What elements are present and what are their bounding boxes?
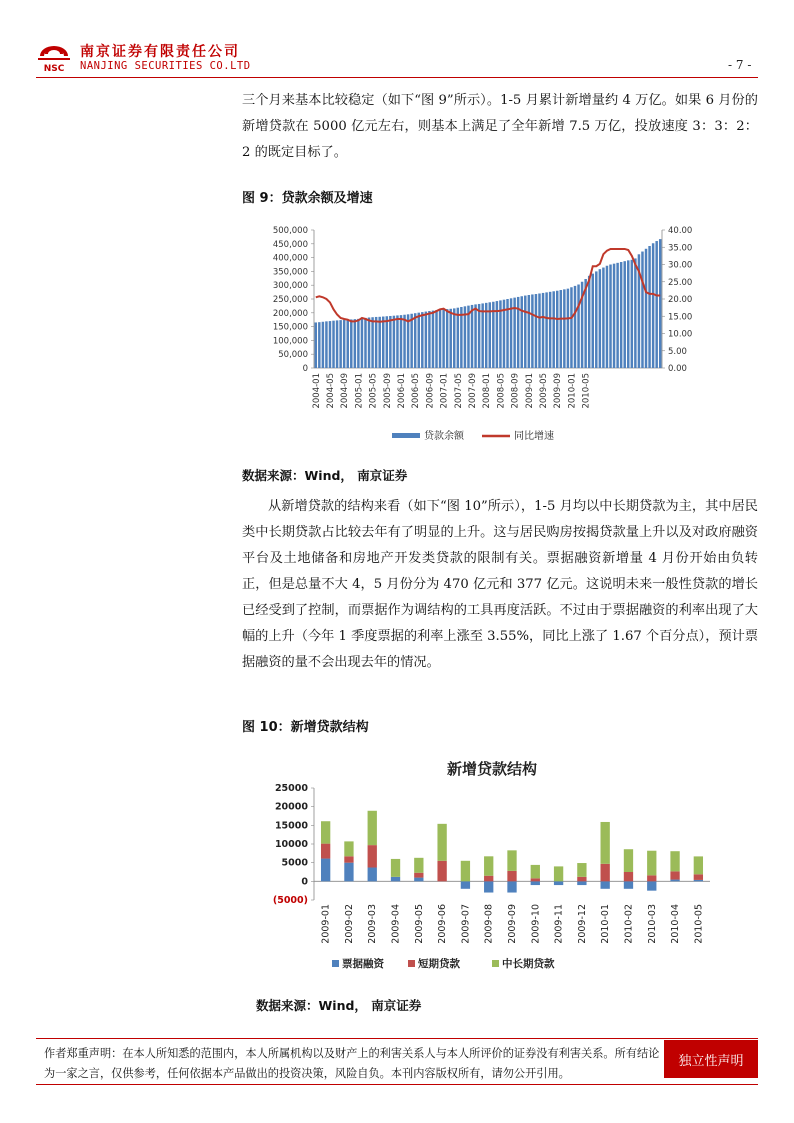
loan-balance-bar <box>623 261 625 368</box>
loan-balance-bar <box>545 292 547 368</box>
loan-balance-bar <box>393 316 395 368</box>
x-tick-label: 2008-05 <box>496 373 507 409</box>
loan-balance-bar <box>542 293 544 368</box>
loan-balance-bar <box>631 260 633 368</box>
y-tick-label: (5000) <box>272 895 308 906</box>
legend-label: 票据融资 <box>342 958 384 970</box>
x-tick-label: 2007-01 <box>439 373 450 409</box>
header-divider <box>36 77 758 78</box>
stacked-bar-segment <box>461 861 470 882</box>
y-left-tick-label: 100,000 <box>272 336 308 347</box>
stacked-bar-segment <box>670 871 679 879</box>
loan-balance-bar <box>354 319 356 368</box>
page-number: - 7 - <box>728 58 752 72</box>
y-left-tick-label: 300,000 <box>272 281 308 292</box>
loan-balance-chart <box>242 220 694 452</box>
legend-label-balance: 贷款余额 <box>424 431 464 442</box>
loan-balance-bar <box>563 289 565 368</box>
y-left-tick-label: 450,000 <box>272 239 308 250</box>
loan-balance-bar <box>322 322 324 368</box>
x-tick-label: 2010-05 <box>693 904 705 944</box>
x-tick-label: 2009-05 <box>539 373 550 409</box>
stacked-bar-segment <box>507 871 516 881</box>
company-name-en: NANJING SECURITIES CO.LTD <box>80 60 251 72</box>
x-tick-label: 2010-01 <box>567 373 578 409</box>
y-left-tick-label: 400,000 <box>272 253 308 264</box>
company-logo <box>36 38 72 74</box>
x-tick-label: 2009-09 <box>553 373 564 409</box>
stacked-bar-segment <box>577 877 586 881</box>
loan-balance-bar <box>592 274 594 368</box>
y-left-tick-label: 350,000 <box>272 267 308 278</box>
stacked-bar-segment <box>694 880 703 881</box>
paragraph-2: 从新增贷款的结构来看（如下“图 10”所示），1-5 月均以中长期贷款为主，其中居民类中长期贷款占比较去年有了明显的上升。这与居民购房按揭贷款量上升以及对政府融资平台及土地储备和房地产开发类贷款的限制有关。票据融资新增量 4 月份开始由负转正，但是总量不大 4，5 月份分为 470 亿元和 377 亿元。这说明未来一般性贷款的增长已经受到了控制，而票据作为调结构的工具再度活跃。不过由于票据融资的利率出现了大幅的上升（今年 1 季度票据的利率上涨至 3.55%，同比上涨了 1.67 个百分点），预计票据融资的量不会出现去年的情况。 <box>242 499 759 670</box>
logo-mark <box>38 46 70 60</box>
y-right-tick-label: 25.00 <box>668 277 693 288</box>
y-tick-label: 0 <box>301 876 308 888</box>
legend-label-growth: 同比增速 <box>514 431 554 442</box>
y-right-tick-label: 35.00 <box>668 243 693 254</box>
loan-balance-bar <box>329 321 331 368</box>
loan-balance-bar <box>357 319 359 368</box>
legend-label: 中长期贷款 <box>502 958 555 970</box>
y-right-tick-label: 20.00 <box>668 295 693 305</box>
loan-balance-bar <box>520 296 522 368</box>
loan-balance-bar <box>346 320 348 368</box>
company-name-cn: 南京证券有限责任公司 <box>80 44 240 60</box>
y-left-tick-label: 200,000 <box>272 308 308 319</box>
loan-balance-bar <box>403 315 405 368</box>
x-tick-label: 2009-04 <box>390 904 402 944</box>
x-tick-label: 2009-03 <box>367 904 379 944</box>
x-tick-label: 2004-09 <box>340 373 351 409</box>
loan-balance-bar <box>418 313 420 368</box>
legend-swatch <box>492 960 499 967</box>
loan-balance-bar <box>425 312 427 368</box>
y-left-tick-label: 150,000 <box>272 322 308 333</box>
logo-text: NSC <box>43 64 65 74</box>
x-tick-label: 2005-01 <box>354 373 365 409</box>
x-tick-label: 2009-08 <box>483 904 495 944</box>
legend-swatch <box>408 960 415 967</box>
stacked-bar-segment <box>554 881 563 885</box>
y-left-tick-label: 50,000 <box>278 350 308 361</box>
loan-balance-bar <box>648 246 650 368</box>
legend-swatch <box>332 960 339 967</box>
loan-balance-bar <box>396 315 398 368</box>
loan-balance-bar <box>446 309 448 368</box>
loan-balance-bar <box>474 304 476 368</box>
stacked-bar-segment <box>368 845 377 867</box>
x-tick-label: 2009-10 <box>530 904 542 944</box>
stacked-bar-segment <box>670 880 679 882</box>
loan-balance-bar <box>481 303 483 368</box>
loan-balance-bar <box>361 318 363 368</box>
loan-balance-bar <box>528 295 530 368</box>
x-tick-label: 2007-09 <box>468 373 479 409</box>
loan-balance-bar <box>442 309 444 368</box>
loan-balance-bar <box>599 269 601 368</box>
stacked-bar-segment <box>507 850 516 871</box>
stacked-bar-segment <box>624 881 633 888</box>
loan-balance-bar <box>389 316 391 368</box>
figure-9-caption: 图 9：贷款余额及增速 <box>242 191 373 206</box>
stacked-bar-segment <box>321 844 330 859</box>
stacked-bar-segment <box>647 881 656 890</box>
loan-balance-bar <box>655 241 657 368</box>
stacked-bar-segment <box>461 881 470 888</box>
y-right-tick-label: 0.00 <box>668 364 687 374</box>
stacked-bar-segment <box>601 881 610 888</box>
stacked-bar-segment <box>321 821 330 843</box>
footer-disclaimer: 作者郑重声明：在本人所知悉的范围内，本人所属机构以及财产上的利害关系人与本人所评价的证券没有利害关系。所有结论为一家之言，仅供参考，任何依据本产品做出的投资决策，风险自负。本刊内容版权所有，请勿公开引用。 <box>44 1047 660 1080</box>
stacked-bar-segment <box>531 865 540 878</box>
x-tick-label: 2007-05 <box>453 373 464 409</box>
loan-balance-bar <box>549 292 551 368</box>
y-left-tick-label: 500,000 <box>272 226 308 236</box>
loan-balance-bar <box>371 317 373 368</box>
x-tick-label: 2009-12 <box>576 904 588 944</box>
stacked-bar-segment <box>344 856 353 862</box>
x-tick-label: 2008-09 <box>510 373 521 409</box>
loan-balance-bar <box>616 263 618 368</box>
x-tick-label: 2005-05 <box>368 373 379 409</box>
loan-balance-bar <box>315 322 317 368</box>
loan-balance-bar <box>574 286 576 368</box>
x-tick-label: 2006-01 <box>397 373 407 409</box>
loan-balance-bar <box>531 294 533 368</box>
loan-balance-bar <box>641 252 643 368</box>
y-left-tick-label: 250,000 <box>272 295 308 305</box>
loan-balance-bar <box>375 317 377 368</box>
chart-title: 新增贷款结构 <box>446 760 538 778</box>
loan-balance-bar <box>432 311 434 368</box>
loan-balance-bar <box>627 260 629 368</box>
loan-balance-bar <box>325 321 327 368</box>
y-left-tick-label: 0 <box>302 364 308 374</box>
loan-balance-bar <box>460 307 462 368</box>
stacked-bar-segment <box>624 872 633 881</box>
loan-balance-bar <box>428 311 430 368</box>
x-tick-label: 2010-02 <box>623 904 635 944</box>
figure-10-caption: 图 10：新增贷款结构 <box>242 720 369 735</box>
loan-balance-bar <box>524 296 526 368</box>
x-tick-label: 2009-07 <box>460 904 472 944</box>
stacked-bar-segment <box>484 876 493 882</box>
loan-balance-bar <box>560 290 562 368</box>
stacked-bar-segment <box>647 875 656 881</box>
legend-label: 短期贷款 <box>418 958 460 970</box>
y-right-tick-label: 15.00 <box>668 312 693 323</box>
stacked-bar-segment <box>554 866 563 881</box>
loan-balance-bar <box>343 320 345 368</box>
loan-balance-bar <box>382 317 384 368</box>
loan-balance-bar <box>478 304 480 368</box>
x-tick-label: 2009-11 <box>553 904 565 944</box>
loan-balance-bar <box>595 271 597 368</box>
loan-balance-bar <box>368 317 370 368</box>
loan-balance-bar <box>339 320 341 368</box>
footer-bottom-rule <box>36 1084 758 1085</box>
stacked-bar-segment <box>414 878 423 882</box>
loan-balance-bar <box>332 321 334 368</box>
loan-balance-bar <box>606 266 608 368</box>
y-tick-label: 25000 <box>274 783 308 794</box>
x-tick-label: 2009-01 <box>524 373 535 409</box>
stacked-bar-segment <box>507 881 516 892</box>
x-tick-label: 2009-09 <box>507 904 518 944</box>
x-tick-label: 2010-03 <box>646 904 658 944</box>
stacked-bar-segment <box>577 881 586 885</box>
y-right-tick-label: 10.00 <box>668 329 693 340</box>
loan-balance-bar <box>453 308 455 368</box>
new-loan-structure-chart <box>262 748 722 980</box>
x-tick-label: 2010-05 <box>581 373 592 409</box>
loan-balance-bar <box>659 239 661 368</box>
loan-balance-bar <box>609 265 611 369</box>
x-tick-label: 2004-01 <box>311 373 322 409</box>
x-tick-label: 2009-05 <box>413 904 425 944</box>
loan-balance-bar <box>588 276 590 368</box>
legend-swatch-balance <box>392 433 420 438</box>
stacked-bar-segment <box>391 859 400 877</box>
stacked-bar-segment <box>437 824 446 861</box>
y-right-tick-label: 40.00 <box>668 226 693 236</box>
x-tick-label: 2006-09 <box>425 373 436 409</box>
loan-balance-bar <box>570 287 572 368</box>
stacked-bar-segment <box>694 874 703 880</box>
stacked-bar-segment <box>670 851 679 871</box>
x-tick-label: 2008-01 <box>482 373 493 409</box>
stacked-bar-segment <box>414 873 423 878</box>
loan-balance-bar <box>318 322 320 368</box>
loan-balance-bar <box>577 285 579 368</box>
stacked-bar-segment <box>531 878 540 881</box>
loan-balance-bar <box>471 305 473 368</box>
y-right-tick-label: 5.00 <box>668 346 687 357</box>
stacked-bar-segment <box>414 858 423 873</box>
x-tick-label: 2009-02 <box>343 904 355 944</box>
paragraph-1: 三个月来基本比较稳定（如下“图 9”所示）。1-5 月累计新增量约 4 万亿。如果 6 月份的新增贷款在 5000 亿元左右，则基本上满足了全年新增 7.5 万亿，投放速度 3：3：2：2 的既定目标了。 <box>242 93 758 160</box>
growth-rate-line <box>316 249 660 322</box>
x-tick-label: 2009-01 <box>320 904 332 944</box>
loan-balance-bar <box>556 291 558 368</box>
x-tick-label: 2006-05 <box>411 373 422 409</box>
loan-balance-bar <box>400 315 402 368</box>
loan-balance-bar <box>439 310 441 368</box>
stacked-bar-segment <box>344 863 353 882</box>
stacked-bar-segment <box>321 859 330 882</box>
figure-9-source: 数据来源：Wind， 南京证券 <box>242 468 408 483</box>
loan-balance-bar <box>602 268 604 368</box>
y-tick-label: 5000 <box>281 857 308 869</box>
y-tick-label: 10000 <box>274 839 308 850</box>
y-tick-label: 20000 <box>274 801 308 813</box>
stacked-bar-segment <box>647 851 656 876</box>
y-tick-label: 15000 <box>274 820 308 832</box>
loan-balance-bar <box>421 312 423 368</box>
loan-balance-bar <box>567 289 569 368</box>
stacked-bar-segment <box>624 849 633 872</box>
loan-balance-bar <box>410 314 412 368</box>
stacked-bar-segment <box>344 841 353 856</box>
loan-balance-bar <box>552 291 554 368</box>
stacked-bar-segment <box>694 856 703 874</box>
stacked-bar-segment <box>601 822 610 864</box>
stacked-bar-segment <box>531 881 540 885</box>
figure-10-source: 数据来源：Wind， 南京证券 <box>256 998 422 1013</box>
stacked-bar-segment <box>437 861 446 882</box>
stacked-bar-segment <box>391 877 400 881</box>
y-right-tick-label: 30.00 <box>668 260 693 271</box>
loan-balance-bar <box>485 303 487 368</box>
loan-balance-bar <box>457 308 459 368</box>
loan-balance-bar <box>535 294 537 368</box>
loan-balance-bar <box>414 313 416 368</box>
loan-balance-bar <box>336 320 338 368</box>
loan-balance-bar <box>538 293 540 368</box>
loan-balance-bar <box>620 262 622 368</box>
loan-balance-bar <box>364 318 366 368</box>
stacked-bar-segment <box>484 881 493 892</box>
loan-balance-bar <box>435 310 437 368</box>
loan-balance-bar <box>652 243 654 368</box>
x-tick-label: 2010-01 <box>600 904 612 944</box>
x-tick-label: 2004-05 <box>325 373 336 409</box>
loan-balance-bar <box>378 317 380 368</box>
stacked-bar-segment <box>484 856 493 875</box>
stacked-bar-segment <box>368 868 377 882</box>
x-tick-label: 2009-06 <box>437 904 449 944</box>
loan-balance-bar <box>350 319 352 368</box>
footer-divider <box>36 1038 758 1039</box>
loan-balance-bar <box>645 249 647 368</box>
loan-balance-bar <box>449 309 451 368</box>
x-tick-label: 2010-04 <box>670 904 682 944</box>
stacked-bar-segment <box>368 811 377 845</box>
stacked-bar-segment <box>601 864 610 882</box>
independence-statement-badge: 独立性声明 <box>664 1040 758 1078</box>
loan-balance-bar <box>386 316 388 368</box>
stacked-bar-segment <box>577 863 586 877</box>
loan-balance-bar <box>613 264 615 368</box>
loan-balance-bar <box>634 258 636 368</box>
x-tick-label: 2005-09 <box>382 373 393 409</box>
